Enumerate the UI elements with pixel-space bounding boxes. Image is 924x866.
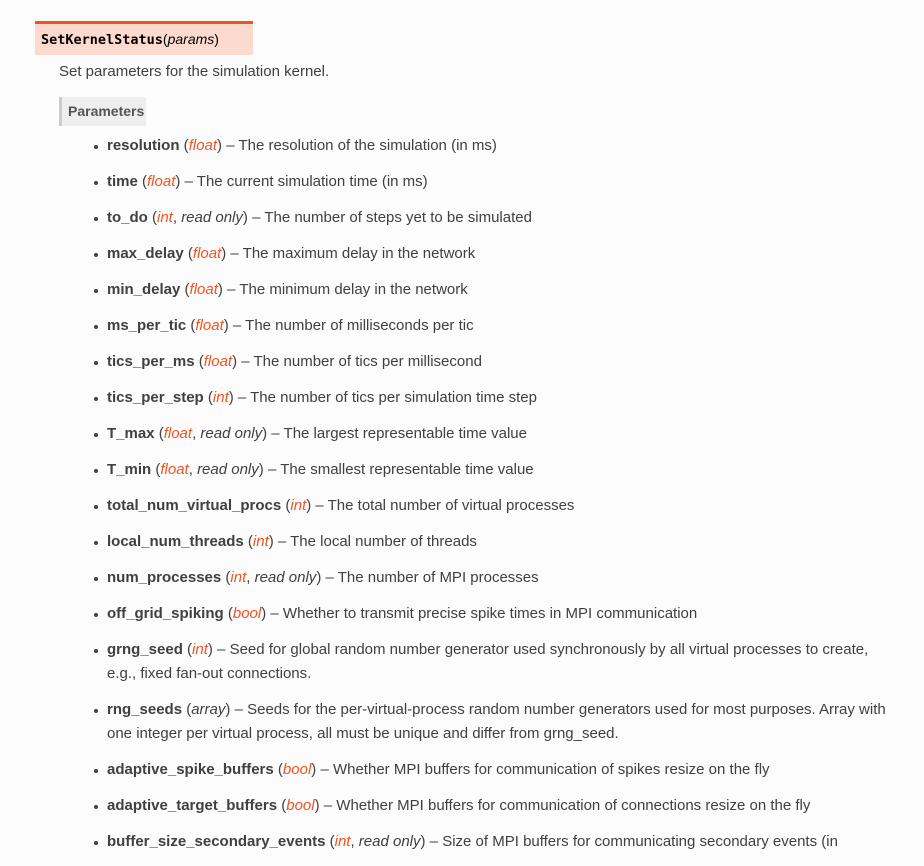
- parameter-name: adaptive_target_buffers: [107, 797, 278, 814]
- parameter-name: tics_per_ms: [107, 353, 195, 370]
- parameter-description: The smallest representable time value: [280, 461, 534, 478]
- parameter-description: The total number of virtual processes: [327, 497, 575, 514]
- parameter-item: total_num_virtual_procs (int) – The total number of virtual processes: [107, 494, 897, 518]
- parameter-name: T_max: [107, 425, 155, 442]
- parameter-description: Seeds for the per-virtual-process random number generators used for most purposes. Array with one integer per virtual process, all must be unique and differ from grng_seed.: [107, 701, 886, 742]
- parameter-item: resolution (float) – The resolution of the simulation (in ms): [107, 134, 897, 158]
- parameter-type: float: [163, 425, 193, 442]
- parameter-type: array: [191, 701, 226, 718]
- function-name: SetKernelStatus: [41, 32, 163, 48]
- parameter-type: bool: [282, 761, 312, 778]
- parameter-description: Whether MPI buffers for communication of spikes resize on the fly: [332, 761, 770, 778]
- parameter-type: int: [157, 209, 173, 226]
- parameter-type: float: [203, 353, 233, 370]
- parameter-readonly: read only: [200, 425, 263, 442]
- parameter-type: int: [212, 389, 229, 406]
- parameter-name: total_num_virtual_procs: [107, 497, 282, 514]
- parameter-type: int: [334, 833, 351, 850]
- parameter-readonly: read only: [197, 461, 259, 478]
- parameter-name: grng_seed: [107, 641, 183, 658]
- parameter-item: T_min (float, read only) – The smallest representable time value: [107, 458, 897, 482]
- parameter-item: to_do (int, read only) – The number of steps yet to be simulated: [107, 206, 897, 230]
- parameter-name: off_grid_spiking: [107, 605, 224, 622]
- parameter-description: Whether MPI buffers for communication of connections resize on the fly: [336, 797, 811, 814]
- parameter-item: tics_per_ms (float) – The number of tics per millisecond: [107, 350, 897, 374]
- parameter-item: max_delay (float) – The maximum delay in the network: [107, 242, 897, 266]
- parameter-type: float: [189, 281, 218, 298]
- parameter-description: The number of MPI processes: [337, 569, 539, 586]
- parameter-type: bool: [286, 797, 315, 814]
- parameter-item: T_max (float, read only) – The largest representable time value: [107, 422, 897, 446]
- parameter-name: ms_per_tic: [107, 317, 187, 334]
- parameter-type: float: [195, 317, 224, 334]
- parameter-description: The number of tics per millisecond: [253, 353, 482, 370]
- paren-close: ): [214, 31, 219, 47]
- parameter-name: local_num_threads: [107, 533, 244, 550]
- parameter-type: int: [290, 497, 307, 514]
- paren-open: (: [162, 31, 168, 47]
- parameter-description: The minimum delay in the network: [239, 281, 468, 298]
- parameter-description: The maximum delay in the network: [242, 245, 476, 262]
- parameter-description: The number of steps yet to be simulated: [264, 209, 532, 226]
- parameter-name: tics_per_step: [107, 389, 204, 406]
- parameter-name: time: [107, 173, 138, 190]
- parameter-name: min_delay: [107, 281, 181, 298]
- parameter-item: tics_per_step (int) – The number of tics per simulation time step: [107, 386, 897, 410]
- parameter-type: float: [188, 137, 218, 154]
- parameter-list: [107, 134, 897, 866]
- parameter-description: Seed for global random number generator used synchronously by all virtual processes to create, e.g., fixed fan-out connections.: [107, 641, 869, 682]
- parameter-type: float: [147, 173, 176, 190]
- parameter-type: int: [192, 641, 208, 658]
- parameters-heading: Parameters: [59, 97, 146, 126]
- parameter-item: ms_per_tic (float) – The number of milliseconds per tic: [107, 314, 897, 338]
- parameter-item: time (float) – The current simulation time (in ms): [107, 170, 897, 194]
- parameter-type: float: [160, 461, 189, 478]
- parameter-item: grng_seed (int) – Seed for global random number generator used synchronously by all virtual processes to create, e.g., fixed fan-out connections.: [107, 638, 897, 686]
- function-description: Set parameters for the simulation kernel.: [59, 63, 330, 80]
- parameter-item: local_num_threads (int) – The local number of threads: [107, 530, 897, 554]
- parameter-type: bool: [232, 605, 262, 622]
- parameter-description: Whether to transmit precise spike times in MPI communication: [282, 605, 698, 622]
- parameter-type: int: [252, 533, 269, 550]
- parameter-name: num_processes: [107, 569, 222, 586]
- parameter-name: to_do: [107, 209, 148, 226]
- function-signature: [35, 21, 253, 55]
- parameter-description: Size of MPI buffers for communicating secondary events (in: [442, 833, 838, 850]
- parameter-name: adaptive_spike_buffers: [107, 761, 274, 778]
- parameter-readonly: read only: [358, 833, 421, 850]
- parameter-item: adaptive_spike_buffers (bool) – Whether MPI buffers for communication of spikes resize on the fly: [107, 758, 897, 782]
- parameter-item: buffer_size_secondary_events (int, read only) – Size of MPI buffers for communicating secondary events (in: [107, 830, 897, 854]
- parameter-name: buffer_size_secondary_events: [107, 833, 326, 850]
- parameter-name: resolution: [107, 137, 180, 154]
- parameter-item: rng_seeds (array) – Seeds for the per-virtual-process random number generators used for most purposes. Array with one integer per virtual process, all must be unique and differ from grng_seed.: [107, 698, 897, 746]
- parameter-description: The current simulation time (in ms): [196, 173, 428, 190]
- parameter-name: T_min: [107, 461, 152, 478]
- parameter-item: num_processes (int, read only) – The number of MPI processes: [107, 566, 897, 590]
- parameter-item: adaptive_target_buffers (bool) – Whether MPI buffers for communication of connections resize on the fly: [107, 794, 897, 818]
- parameter-description: The local number of threads: [290, 533, 477, 550]
- parameter-readonly: read only: [181, 209, 243, 226]
- parameter-readonly: read only: [254, 569, 317, 586]
- parameter-type: int: [230, 569, 247, 586]
- parameter-description: The number of tics per simulation time step: [250, 389, 537, 406]
- parameter-description: The largest representable time value: [283, 425, 527, 442]
- parameter-description: The resolution of the simulation (in ms): [238, 137, 497, 154]
- parameter-type: float: [192, 245, 222, 262]
- parameter-item: off_grid_spiking (bool) – Whether to transmit precise spike times in MPI communication: [107, 602, 897, 626]
- parameter-description: The number of milliseconds per tic: [245, 317, 474, 334]
- function-arg: params: [167, 31, 215, 47]
- parameter-name: rng_seeds: [107, 701, 183, 718]
- parameter-item: min_delay (float) – The minimum delay in the network: [107, 278, 897, 302]
- parameter-name: max_delay: [107, 245, 184, 262]
